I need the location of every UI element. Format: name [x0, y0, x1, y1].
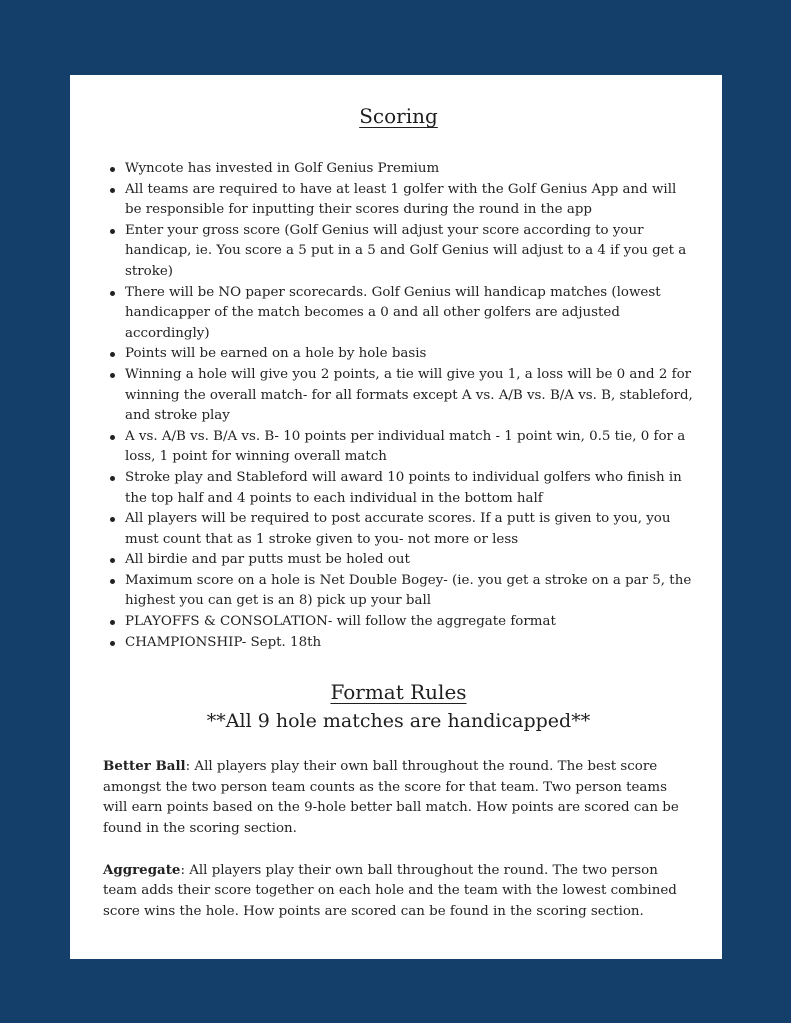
aggregate-label: Aggregate: [103, 861, 181, 878]
scoring-rule-item: There will be NO paper scorecards. Golf Genius will handicap matches (lowest handicapper of the match becomes a 0 and all other golfers are adjusted accordingly): [125, 283, 694, 345]
scoring-rule-item: PLAYOFFS & CONSOLATION- will follow the aggregate format: [125, 612, 694, 633]
scoring-rule-item: Maximum score on a hole is Net Double Bogey- (ie. you get a stroke on a par 5, the highest you can get is an 8) pick up your ball: [125, 571, 694, 612]
scoring-rule-item: All birdie and par putts must be holed out: [125, 550, 694, 571]
scoring-rule-item: Points will be earned on a hole by hole basis: [125, 344, 694, 365]
rules-sheet: [70, 75, 722, 959]
scoring-rule-item: A vs. A/B vs. B/A vs. B- 10 points per individual match - 1 point win, 0.5 tie, 0 for a loss, 1 point for winning overall match: [125, 427, 694, 468]
better-ball-paragraph: [103, 756, 694, 839]
better-ball-label: Better Ball: [103, 758, 186, 775]
scoring-rule-item: CHAMPIONSHIP- Sept. 18th: [125, 633, 694, 654]
format-rules-subtitle: **All 9 hole matches are handicapped**: [206, 710, 591, 733]
better-ball-text: : All players play their own ball throughout the round. The best score amongst the two person team counts as the score for that team. Two person teams will earn points based on the 9-hole better ball match. How points are scored can be found in the scoring section.: [103, 759, 679, 837]
scoring-heading: Scoring: [359, 104, 438, 128]
scoring-rule-item: Wyncote has invested in Golf Genius Premium: [125, 159, 694, 180]
aggregate-text: : All players play their own ball throughout the round. The two person team adds their score together on each hole and the team with the lowest combined score wins the hole. How points are scored can be found in the scoring section.: [103, 862, 677, 919]
format-rules-heading: Format Rules: [330, 680, 467, 705]
scoring-rule-item: Stroke play and Stableford will award 10 points to individual golfers who finish in the top half and 4 points to each individual in the bottom half: [125, 468, 694, 509]
scoring-rule-item: Winning a hole will give you 2 points, a tie will give you 1, a loss will be 0 and 2 for winning the overall match- for all formats except A vs. A/B vs. B/A vs. B, stableford, and stroke play: [125, 365, 694, 427]
scoring-rule-item: All teams are required to have at least 1 golfer with the Golf Genius App and will be responsible for inputting their scores during the round in the app: [125, 180, 694, 221]
aggregate-paragraph: [103, 860, 694, 923]
scoring-rule-item: Enter your gross score (Golf Genius will adjust your score according to your handicap, ie. You score a 5 put in a 5 and Golf Genius will adjust to a 4 if you get a stroke): [125, 221, 694, 283]
scoring-rule-item: All players will be required to post accurate scores. If a putt is given to you, you must count that as 1 stroke given to you- not more or less: [125, 509, 694, 550]
scoring-rules-list: [103, 159, 694, 653]
